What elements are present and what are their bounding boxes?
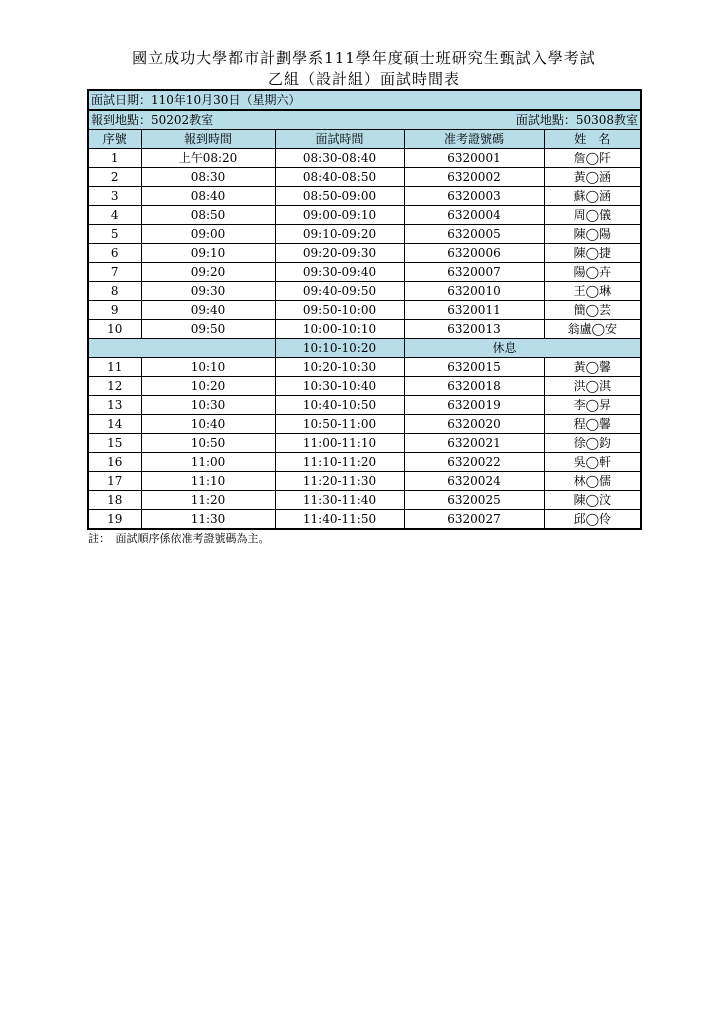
row-number: 4 <box>88 206 141 225</box>
exam-id: 6320019 <box>404 396 544 415</box>
report-time: 08:50 <box>141 206 275 225</box>
candidate-name: 翁盧◯安 <box>544 320 641 339</box>
table-row <box>88 472 641 491</box>
candidate-name: 徐◯鈞 <box>544 434 641 453</box>
table-row <box>88 415 641 434</box>
interview-time: 10:30-10:40 <box>275 377 404 396</box>
report-time: 上午08:20 <box>141 149 275 168</box>
candidate-name: 吳◯軒 <box>544 453 641 472</box>
column-header: 姓 名 <box>544 130 641 149</box>
table-row <box>88 377 641 396</box>
table-row <box>88 491 641 510</box>
row-number: 5 <box>88 225 141 244</box>
column-header: 序號 <box>88 130 141 149</box>
candidate-name: 邱◯伶 <box>544 510 641 530</box>
table-row <box>88 301 641 320</box>
break-empty-cell <box>88 339 275 358</box>
exam-id: 6320004 <box>404 206 544 225</box>
interview-time: 11:30-11:40 <box>275 491 404 510</box>
report-time: 09:50 <box>141 320 275 339</box>
report-time: 10:20 <box>141 377 275 396</box>
candidate-name: 簡◯芸 <box>544 301 641 320</box>
report-time: 10:10 <box>141 358 275 377</box>
interview-date-row <box>88 90 641 110</box>
candidate-name: 陽◯卉 <box>544 263 641 282</box>
break-row <box>88 339 641 358</box>
interview-time: 10:00-10:10 <box>275 320 404 339</box>
row-number: 13 <box>88 396 141 415</box>
candidate-name: 陳◯陽 <box>544 225 641 244</box>
interview-time: 09:30-09:40 <box>275 263 404 282</box>
candidate-name: 王◯琳 <box>544 282 641 301</box>
table-row <box>88 206 641 225</box>
interview-time: 09:40-09:50 <box>275 282 404 301</box>
row-number: 6 <box>88 244 141 263</box>
row-number: 18 <box>88 491 141 510</box>
candidate-name: 黃◯馨 <box>544 358 641 377</box>
interview-schedule-table <box>87 89 642 530</box>
candidate-name: 程◯馨 <box>544 415 641 434</box>
report-time: 10:40 <box>141 415 275 434</box>
exam-id: 6320007 <box>404 263 544 282</box>
report-time: 09:40 <box>141 301 275 320</box>
exam-id: 6320010 <box>404 282 544 301</box>
candidate-name: 陳◯捷 <box>544 244 641 263</box>
table-row <box>88 263 641 282</box>
report-time: 09:10 <box>141 244 275 263</box>
exam-id: 6320020 <box>404 415 544 434</box>
interview-time: 08:30-08:40 <box>275 149 404 168</box>
column-header: 報到時間 <box>141 130 275 149</box>
row-number: 2 <box>88 168 141 187</box>
location-row <box>88 110 641 130</box>
interview-time: 09:10-09:20 <box>275 225 404 244</box>
report-time: 10:30 <box>141 396 275 415</box>
table-row <box>88 320 641 339</box>
document-subtitle: 乙組（設計組）面試時間表 <box>267 70 460 88</box>
table-row <box>88 149 641 168</box>
candidate-name: 洪◯淇 <box>544 377 641 396</box>
interview-location: 面試地點：50308教室 <box>515 112 639 127</box>
table-row <box>88 187 641 206</box>
report-time: 10:50 <box>141 434 275 453</box>
row-number: 16 <box>88 453 141 472</box>
column-header: 面試時間 <box>275 130 404 149</box>
exam-id: 6320018 <box>404 377 544 396</box>
interview-time: 09:50-10:00 <box>275 301 404 320</box>
row-number: 3 <box>88 187 141 206</box>
exam-id: 6320002 <box>404 168 544 187</box>
exam-id: 6320022 <box>404 453 544 472</box>
break-label: 休息 <box>404 339 641 358</box>
interview-time: 08:50-09:00 <box>275 187 404 206</box>
report-time: 11:00 <box>141 453 275 472</box>
report-time: 08:40 <box>141 187 275 206</box>
candidate-name: 蘇◯涵 <box>544 187 641 206</box>
report-time: 09:00 <box>141 225 275 244</box>
row-number: 11 <box>88 358 141 377</box>
table-row <box>88 510 641 530</box>
exam-id: 6320006 <box>404 244 544 263</box>
exam-id: 6320015 <box>404 358 544 377</box>
candidate-name: 周◯儀 <box>544 206 641 225</box>
interview-time: 10:20-10:30 <box>275 358 404 377</box>
report-time: 08:30 <box>141 168 275 187</box>
location-cell <box>88 110 641 130</box>
row-number: 7 <box>88 263 141 282</box>
exam-id: 6320011 <box>404 301 544 320</box>
candidate-name: 詹◯阡 <box>544 149 641 168</box>
table-row <box>88 358 641 377</box>
break-time: 10:10-10:20 <box>275 339 404 358</box>
candidate-name: 李◯昇 <box>544 396 641 415</box>
table-row <box>88 282 641 301</box>
report-time: 09:30 <box>141 282 275 301</box>
interview-time: 08:40-08:50 <box>275 168 404 187</box>
document-title: 國立成功大學都市計劃學系111學年度碩士班研究生甄試入學考試 <box>132 49 596 67</box>
interview-date: 面試日期：110年10月30日（星期六） <box>88 90 641 110</box>
row-number: 12 <box>88 377 141 396</box>
exam-id: 6320027 <box>404 510 544 530</box>
candidate-name: 陳◯汶 <box>544 491 641 510</box>
exam-id: 6320005 <box>404 225 544 244</box>
table-row <box>88 168 641 187</box>
table-row <box>88 244 641 263</box>
interview-time: 11:10-11:20 <box>275 453 404 472</box>
report-location: 報到地點：50202教室 <box>91 112 214 127</box>
interview-time: 11:00-11:10 <box>275 434 404 453</box>
row-number: 15 <box>88 434 141 453</box>
table-row <box>88 434 641 453</box>
candidate-name: 黃◯涵 <box>544 168 641 187</box>
report-time: 11:30 <box>141 510 275 530</box>
table-row <box>88 453 641 472</box>
table-header-row <box>88 130 641 149</box>
exam-id: 6320013 <box>404 320 544 339</box>
candidate-name: 林◯儒 <box>544 472 641 491</box>
row-number: 8 <box>88 282 141 301</box>
table-row <box>88 225 641 244</box>
row-number: 19 <box>88 510 141 530</box>
exam-id: 6320001 <box>404 149 544 168</box>
exam-id: 6320025 <box>404 491 544 510</box>
interview-time: 11:20-11:30 <box>275 472 404 491</box>
interview-time: 11:40-11:50 <box>275 510 404 530</box>
row-number: 1 <box>88 149 141 168</box>
table-row <box>88 396 641 415</box>
interview-time: 10:50-11:00 <box>275 415 404 434</box>
row-number: 10 <box>88 320 141 339</box>
interview-time: 09:20-09:30 <box>275 244 404 263</box>
footnote: 註： 面試順序係依准考證號碼為主。 <box>88 532 270 545</box>
exam-id: 6320021 <box>404 434 544 453</box>
exam-id: 6320003 <box>404 187 544 206</box>
column-header: 准考證號碼 <box>404 130 544 149</box>
row-number: 17 <box>88 472 141 491</box>
report-time: 11:10 <box>141 472 275 491</box>
row-number: 9 <box>88 301 141 320</box>
report-time: 09:20 <box>141 263 275 282</box>
row-number: 14 <box>88 415 141 434</box>
interview-time: 09:00-09:10 <box>275 206 404 225</box>
interview-time: 10:40-10:50 <box>275 396 404 415</box>
exam-id: 6320024 <box>404 472 544 491</box>
report-time: 11:20 <box>141 491 275 510</box>
